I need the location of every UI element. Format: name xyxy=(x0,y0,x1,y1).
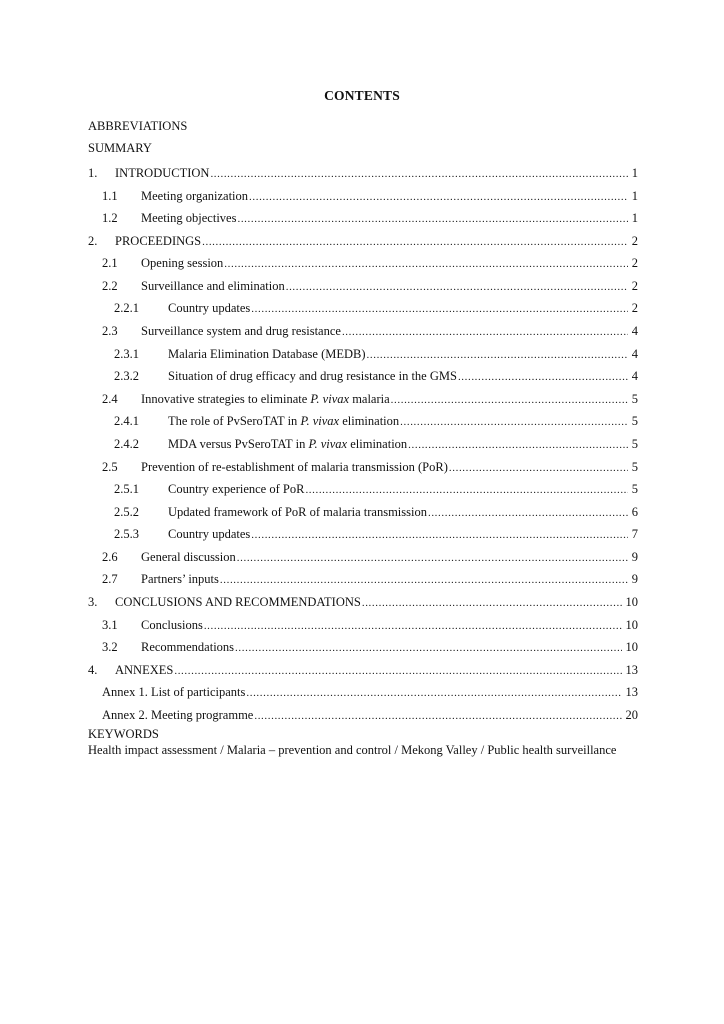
toc-entry-number: 1. xyxy=(88,166,98,180)
toc-entry-number: 1.2 xyxy=(102,211,118,225)
toc-abbreviations[interactable]: ABBREVIATIONS xyxy=(88,119,188,133)
toc-entry-title: Surveillance and elimination xyxy=(141,279,285,293)
toc-entry-title-italic: P. vivax xyxy=(310,392,350,406)
toc-leader-dots xyxy=(449,459,628,477)
toc-entry-number: 2.2 xyxy=(102,279,118,293)
toc-entry-title xyxy=(168,435,408,453)
toc-entry-title-italic: P. vivax xyxy=(308,437,348,451)
toc-entry-title: Country experience of PoR xyxy=(168,482,305,496)
toc-entry-title: ANNEXES xyxy=(115,663,174,677)
toc-entry-page: 13 xyxy=(625,685,638,699)
toc-leader-dots xyxy=(305,481,628,499)
toc-entry-title: Annex 2. Meeting programme xyxy=(102,708,254,722)
toc-entry-title: General discussion xyxy=(141,550,236,564)
toc-entry-page: 4 xyxy=(631,369,638,383)
toc-summary[interactable]: SUMMARY xyxy=(88,141,152,155)
toc-entry[interactable] xyxy=(0,548,724,566)
toc-leader-dots xyxy=(342,323,628,341)
toc-entry-page: 5 xyxy=(631,482,638,496)
toc-entry-number: 2.2.1 xyxy=(114,301,139,315)
toc-entry-title-part: Innovative strategies to eliminate xyxy=(141,392,311,406)
toc-entry-title: INTRODUCTION xyxy=(115,166,210,180)
toc-entry[interactable] xyxy=(0,503,724,521)
toc-leader-dots xyxy=(367,346,628,364)
toc-entry[interactable] xyxy=(0,593,724,611)
toc-entry[interactable] xyxy=(0,322,724,340)
toc-entry-number: 2.1 xyxy=(102,256,118,270)
toc-entry-page: 5 xyxy=(631,414,638,428)
toc-entry[interactable] xyxy=(0,390,724,408)
toc-entry-title: Opening session xyxy=(141,256,224,270)
toc-entry-page: 1 xyxy=(631,189,638,203)
toc-entry-title: Country updates xyxy=(168,301,251,315)
toc-entry[interactable] xyxy=(0,367,724,385)
keywords-text: Health impact assessment / Malaria – prevention and control / Mekong Valley / Public health surveillance xyxy=(88,743,617,757)
toc-entry-number: 2.3.2 xyxy=(114,369,139,383)
toc-entry-page: 2 xyxy=(631,301,638,315)
toc-leader-dots xyxy=(391,391,628,409)
toc-leader-dots xyxy=(251,526,628,544)
toc-entry-number: 2.6 xyxy=(102,550,118,564)
toc-entry[interactable] xyxy=(0,232,724,250)
toc-entry-number: 2.3 xyxy=(102,324,118,338)
toc-entry[interactable] xyxy=(0,254,724,272)
toc-entry-page: 9 xyxy=(631,572,638,586)
toc-leader-dots xyxy=(428,504,628,522)
toc-leader-dots xyxy=(202,233,628,251)
toc-leader-dots xyxy=(237,210,628,228)
toc-leader-dots xyxy=(235,639,622,657)
toc-entry-page: 4 xyxy=(631,324,638,338)
toc-entry[interactable] xyxy=(0,616,724,634)
toc-entry-title xyxy=(141,390,391,408)
toc-entry-number: 4. xyxy=(88,663,98,677)
toc-entry-number: 2.7 xyxy=(102,572,118,586)
toc-entry-title: Updated framework of PoR of malaria transmission xyxy=(168,505,427,519)
keywords-heading: KEYWORDS xyxy=(88,727,159,741)
toc-entry[interactable] xyxy=(0,209,724,227)
toc-entry-number: 1.1 xyxy=(102,189,118,203)
toc-entry-number: 2.4.2 xyxy=(114,437,139,451)
toc-leader-dots xyxy=(362,594,622,612)
toc-entry-page: 2 xyxy=(631,234,638,248)
toc-entry-title: Malaria Elimination Database (MEDB) xyxy=(168,347,366,361)
toc-leader-dots xyxy=(224,255,628,273)
toc-entry[interactable] xyxy=(0,345,724,363)
toc-entry-page: 1 xyxy=(631,211,638,225)
toc-leader-dots xyxy=(237,549,628,567)
toc-leader-dots xyxy=(249,188,628,206)
toc-entry[interactable] xyxy=(0,661,724,679)
toc-entry[interactable] xyxy=(0,638,724,656)
toc-entry[interactable] xyxy=(0,525,724,543)
toc-entry-number: 2.4 xyxy=(102,392,118,406)
toc-entry[interactable] xyxy=(0,164,724,182)
toc-entry-number: 3.1 xyxy=(102,618,118,632)
toc-entry[interactable] xyxy=(0,480,724,498)
toc-entry-title-part: MDA versus PvSeroTAT in xyxy=(168,437,309,451)
toc-entry-page: 10 xyxy=(625,618,638,632)
toc-entry[interactable] xyxy=(0,299,724,317)
toc-entry-number: 3.2 xyxy=(102,640,118,654)
toc-entry-title: Surveillance system and drug resistance xyxy=(141,324,341,338)
toc-leader-dots xyxy=(400,413,628,431)
toc-leader-dots xyxy=(220,571,628,589)
toc-entry[interactable] xyxy=(0,458,724,476)
toc-entry-page: 7 xyxy=(631,527,638,541)
toc-entry-number: 2.3.1 xyxy=(114,347,139,361)
toc-entry-title-part: elimination xyxy=(339,414,400,428)
toc-leader-dots xyxy=(251,300,628,318)
toc-entry-page: 10 xyxy=(625,640,638,654)
toc-entry-page: 20 xyxy=(625,708,638,722)
toc-entry[interactable] xyxy=(0,706,724,724)
toc-entry[interactable] xyxy=(0,435,724,453)
toc-entry-title-part: malaria xyxy=(349,392,390,406)
toc-entry[interactable] xyxy=(0,683,724,701)
toc-entry-title xyxy=(168,412,400,430)
toc-entry-page: 5 xyxy=(631,392,638,406)
toc-entry-number: 3. xyxy=(88,595,98,609)
toc-entry-number: 2.5.1 xyxy=(114,482,139,496)
toc-leader-dots xyxy=(204,617,622,635)
toc-entry[interactable] xyxy=(0,570,724,588)
toc-entry-title: Prevention of re-establishment of malaria transmission (PoR) xyxy=(141,460,448,474)
toc-entry-title: Meeting objectives xyxy=(141,211,237,225)
toc-leader-dots xyxy=(174,662,622,680)
toc-entry[interactable] xyxy=(0,187,724,205)
toc-leader-dots xyxy=(254,707,622,725)
toc-entry-title: Country updates xyxy=(168,527,251,541)
toc-entry-page: 4 xyxy=(631,347,638,361)
toc-leader-dots xyxy=(286,278,628,296)
toc-entry-number: 2. xyxy=(88,234,98,248)
toc-entry-title: PROCEEDINGS xyxy=(115,234,202,248)
toc-entry-title: Annex 1. List of participants xyxy=(102,685,246,699)
toc-entry-page: 6 xyxy=(631,505,638,519)
toc-leader-dots xyxy=(408,436,628,454)
toc-entry-page: 2 xyxy=(631,256,638,270)
toc-entry-title: CONCLUSIONS AND RECOMMENDATIONS xyxy=(115,595,361,609)
toc-entry-number: 2.5.3 xyxy=(114,527,139,541)
toc-entry-number: 2.4.1 xyxy=(114,414,139,428)
toc-entry-number: 2.5 xyxy=(102,460,118,474)
toc-entry-page: 5 xyxy=(631,437,638,451)
toc-entry-page: 5 xyxy=(631,460,638,474)
toc-entry-title-part: The role of PvSeroTAT in xyxy=(168,414,301,428)
page-title: CONTENTS xyxy=(324,88,400,103)
toc-entry-title-part: elimination xyxy=(347,437,408,451)
toc-entry-number: 2.5.2 xyxy=(114,505,139,519)
toc-leader-dots xyxy=(458,368,628,386)
toc-entry-page: 9 xyxy=(631,550,638,564)
toc-entry-title: Partners’ inputs xyxy=(141,572,219,586)
toc-entry-page: 2 xyxy=(631,279,638,293)
toc-entry-title: Recommendations xyxy=(141,640,235,654)
toc-entry[interactable] xyxy=(0,277,724,295)
toc-entry-title: Meeting organization xyxy=(141,189,249,203)
toc-leader-dots xyxy=(246,684,622,702)
toc-entry-title: Conclusions xyxy=(141,618,203,632)
toc-entry-page: 10 xyxy=(625,595,638,609)
toc-entry-title: Situation of drug efficacy and drug resistance in the GMS xyxy=(168,369,457,383)
toc-entry-page: 13 xyxy=(625,663,638,677)
toc-entry-page: 1 xyxy=(631,166,638,180)
toc-entry[interactable] xyxy=(0,412,724,430)
toc-leader-dots xyxy=(210,165,628,183)
toc-entry-title-italic: P. vivax xyxy=(300,414,340,428)
